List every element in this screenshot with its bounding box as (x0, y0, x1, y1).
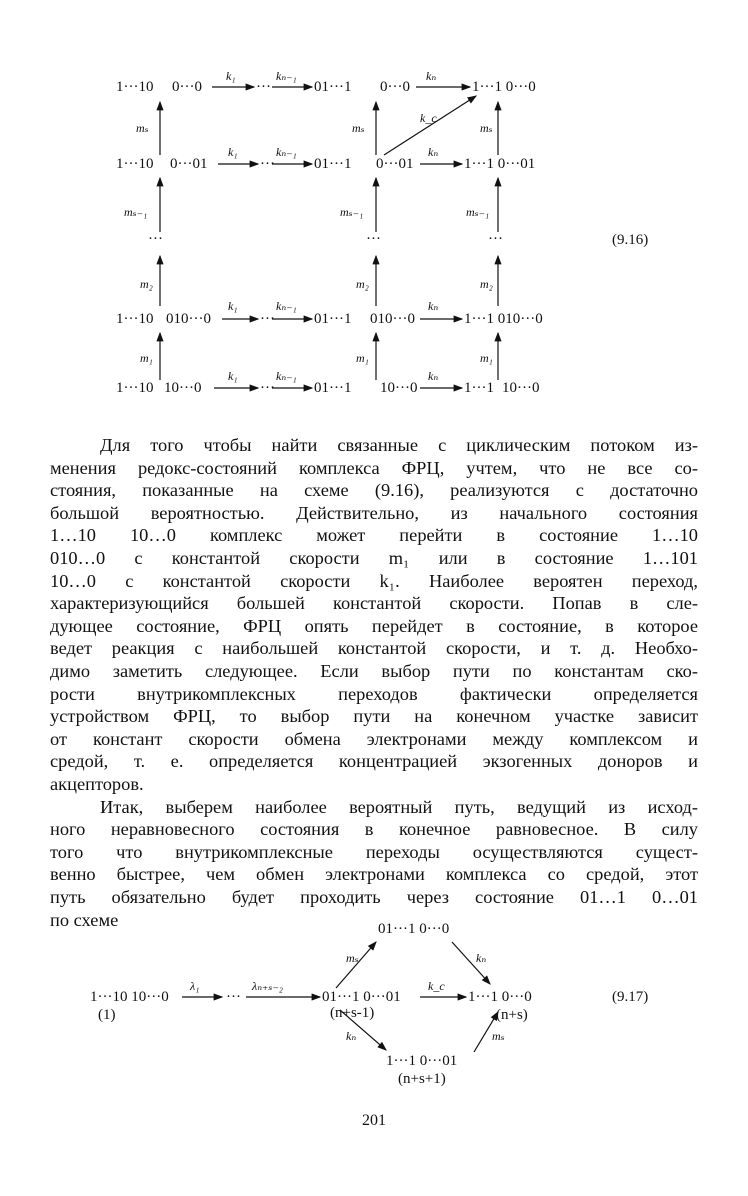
label-m1: m₁ (480, 351, 493, 365)
state-r3-c: 01···1 (314, 311, 352, 327)
state-r4-b: 10···0 (164, 380, 202, 396)
state-r1-b: 0···0 (172, 79, 202, 95)
label-ms: mₛ (136, 121, 149, 135)
label-k1: k₁ (228, 369, 238, 383)
ellipsis: ··· (366, 231, 381, 247)
label-k1: k₁ (228, 299, 238, 313)
state-r3-d: 010···0 (370, 311, 415, 327)
state-r4-e: 1···1 (464, 380, 494, 396)
state-mid: 01···1 0···01 (322, 989, 401, 1005)
state-r2-a: 1···10 (116, 156, 154, 172)
text-line: устройством ФРЦ, то выбор пути на конечном участке зависит (50, 706, 698, 727)
ellipsis: ··· (148, 231, 163, 247)
state-right-index: (n+s) (496, 1007, 528, 1023)
state-r4-f: 10···0 (502, 380, 540, 396)
label-m2: m₂ (140, 277, 153, 291)
text-line: средой, т. е. определяется концентрацией экзогенных доноров и (50, 751, 698, 772)
label-kc: k_c (428, 979, 445, 993)
state-r1-d: 0···0 (380, 79, 410, 95)
state-r4-a: 1···10 (116, 380, 154, 396)
equation-number: (9.17) (612, 989, 649, 1005)
state-r1-e: 1···1 0···0 (472, 79, 536, 95)
dots: ··· (260, 380, 275, 396)
label-ms: mₛ (492, 1029, 505, 1043)
text-line: акцепторов. (50, 774, 144, 794)
text-line: характеризующийся большей константой скорости. Попав в сле- (50, 593, 698, 614)
text-line: ведет реакция с наибольшей константой скорости, и т. д. Необхо- (50, 638, 698, 659)
page-number: 201 (362, 1112, 386, 1129)
scheme-9-16-arrows (0, 0, 748, 420)
label-ms: mₛ (480, 121, 493, 135)
text-line: большой вероятностью. Действительно, из начального состояния (50, 502, 698, 523)
label-kn: kₙ (428, 369, 439, 383)
state-r4-c: 01···1 (314, 380, 352, 396)
text-line: путь обязательно будет проходить через состояние 01…1 0…01 (50, 887, 698, 907)
state-r4-d: 10···0 (380, 380, 418, 396)
label-kn1: kₙ₋₁ (276, 69, 297, 83)
label-kn1: kₙ₋₁ (276, 299, 297, 313)
state-r3-b: 010···0 (166, 311, 211, 327)
label-kn: kₙ (428, 145, 439, 159)
label-ms1: mₛ₋₁ (466, 205, 490, 219)
label-kn: kₙ (476, 951, 487, 965)
text-line: по схеме (50, 909, 119, 930)
state-start-index: (1) (98, 1007, 116, 1023)
dots: ··· (226, 989, 241, 1005)
label-m1: m₁ (140, 351, 153, 365)
text-line: 010…0 с константой скорости m₁ или в состояние 1…101 (50, 548, 698, 568)
state-bottom: 1···1 0···01 (386, 1053, 458, 1069)
state-r2-c: 01···1 (314, 156, 352, 172)
state-r2-d: 0···01 (376, 156, 414, 172)
label-m2: m₂ (356, 277, 369, 291)
state-r1-a: 1···10 (116, 79, 154, 95)
label-ms: mₛ (346, 951, 359, 965)
state-start: 1···10 10···0 (90, 989, 169, 1005)
state-mid-index: (n+s-1) (330, 1005, 375, 1021)
label-m2: m₂ (480, 277, 493, 291)
text-line: 10…0 с константой скорости k₁. Наиболее вероятен переход, (50, 570, 698, 591)
state-r3-a: 1···10 (116, 311, 154, 327)
label-ms: mₛ (352, 121, 365, 135)
text-line: рости внутрикомплексных переходов фактически определяется (50, 683, 698, 704)
state-top: 01···1 0···0 (378, 921, 450, 937)
label-kn: kₙ (426, 69, 437, 83)
label-kn: kₙ (346, 1029, 357, 1043)
text-line: от констант скорости обмена электронами между комплексом и (50, 728, 698, 749)
ellipsis: ··· (488, 231, 503, 247)
dots: ··· (256, 79, 271, 95)
text-line: димо заметить следующее. Если выбор пути по константам ско- (50, 661, 698, 681)
label-m1: m₁ (356, 351, 369, 365)
label-kn1: kₙ₋₁ (276, 369, 297, 383)
state-r2-e: 1···1 0···01 (464, 156, 536, 172)
dots: ··· (260, 156, 275, 172)
state-r2-b: 0···01 (170, 156, 208, 172)
state-right: 1···1 0···0 (468, 989, 532, 1005)
dots: ··· (260, 311, 275, 327)
text-line: дующее состояние, ФРЦ опять перейдет в состояние, в которое (50, 615, 698, 636)
label-k1: k₁ (226, 69, 236, 83)
state-r3-e: 1···1 010···0 (464, 311, 543, 327)
text-line: менения редокс-состояний комплекса ФРЦ, учтем, что не все со- (50, 457, 698, 478)
label-ms1: mₛ₋₁ (340, 205, 364, 219)
equation-number: (9.16) (612, 232, 649, 248)
state-bottom-index: (n+s+1) (398, 1071, 446, 1087)
text-line: стояния, показанные на схеме (9.16), реализуются с достаточно (50, 480, 698, 501)
text-line: Итак, выберем наиболее вероятный путь, ведущий из исход- (100, 796, 698, 817)
label-l1: λ₁ (190, 979, 200, 993)
text-line: 1…10 10…0 комплекс может перейти в состояние 1…10 (50, 525, 698, 546)
text-line: венно быстрее, чем обмен электронами комплекса со средой, этот (50, 864, 698, 885)
label-kc: k_c (420, 111, 437, 125)
text-line: того что внутрикомплексные переходы осуществляются сущест- (50, 841, 698, 862)
label-k1: k₁ (228, 145, 238, 159)
text-line: ного неравновесного состояния в конечное равновесное. В силу (50, 819, 698, 840)
label-lns2: λₙ₊ₛ₋₂ (252, 979, 283, 993)
label-kn1: kₙ₋₁ (276, 145, 297, 159)
label-ms1: mₛ₋₁ (124, 205, 148, 219)
text-line: Для того чтобы найти связанные с циклическим потоком из- (100, 435, 698, 455)
label-kn: kₙ (428, 299, 439, 313)
state-r1-c: 01···1 (314, 79, 352, 95)
